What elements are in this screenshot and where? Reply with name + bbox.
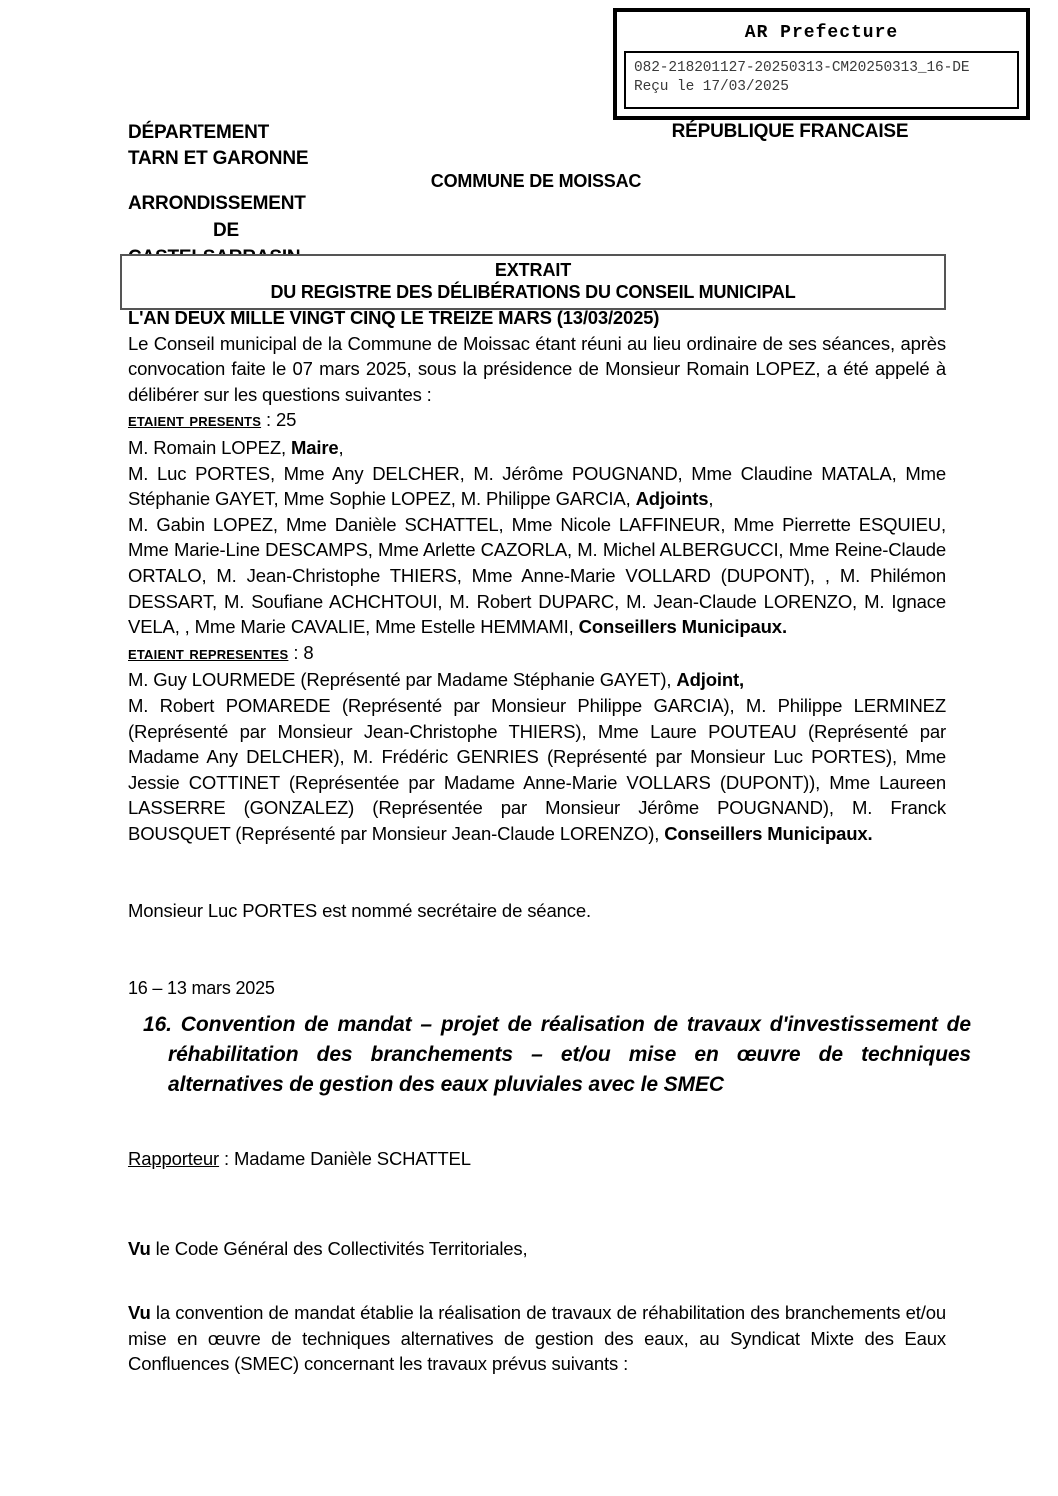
represented-adjoint-role: Adjoint,	[676, 669, 745, 691]
maire-role: Maire	[290, 436, 339, 458]
deliberation-title: 16. Convention de mandat – projet de réalisation de travaux d'investissement de réhabilitation des branchements – et/ou mise en œuvre de techniques alternatives de gestion des eaux pluviales avec le SMEC	[143, 1013, 971, 1096]
represented-heading	[128, 640, 946, 668]
represented-label: etaient representes	[128, 641, 289, 663]
document-body	[128, 305, 946, 924]
secretary-line: Monsieur Luc PORTES est nommé secrétaire de séance.	[128, 900, 591, 922]
commune-heading: COMMUNE DE MOISSAC	[430, 171, 642, 191]
adjoints-suffix: ,	[708, 488, 714, 510]
stamp-details-box	[624, 51, 1019, 109]
maire-name: M. Romain LOPEZ,	[128, 436, 291, 458]
preamble-paragraph: Le Conseil municipal de la Commune de Moissac étant réuni au lieu ordinaire de ses séances, après convocation faite le 07 mars 2025, sous la présidence de Monsieur Romain LOPEZ, a été appelé à délibérer sur les questions suivantes :	[128, 332, 946, 405]
consideration-2-keyword: Vu	[128, 1302, 151, 1323]
session-date-headline: L'AN DEUX MILLE VINGT CINQ LE TREIZE MARS (13/03/2025)	[128, 307, 660, 328]
represented-adjoint-line	[128, 667, 946, 693]
department-label: DÉPARTEMENT	[128, 122, 270, 143]
consideration-1	[128, 1236, 946, 1262]
stamp-received-date: Reçu le 17/03/2025	[634, 79, 789, 95]
conseillers-present-line	[128, 512, 946, 640]
body-spacer	[128, 846, 946, 898]
adjoints-names: M. Luc PORTES, Mme Any DELCHER, M. Jérôme POUGNAND, Mme Claudine MATALA, Mme Stéphanie GAYET, Mme Sophie LOPEZ, M. Philippe GARCIA,	[128, 462, 946, 510]
arrondissement-label: ARRONDISSEMENT	[128, 193, 306, 214]
republic-heading: RÉPUBLIQUE FRANCAISE	[671, 121, 909, 142]
adjoints-line	[128, 461, 946, 512]
arrondissement-de: DE	[213, 220, 239, 241]
consideration-2-text: la convention de mandat établie la réalisation de travaux de réhabilitation des branchements et/ou mise en œuvre de techniques alternatives de gestion des eaux, au Syndicat Mixte des Eaux Confluences (SMEC) concernant les travaux prévus suivants :	[128, 1302, 946, 1375]
represented-conseillers-suffix: .	[867, 822, 873, 844]
consideration-1-keyword: Vu	[128, 1238, 151, 1259]
conseillers-present-suffix: .	[781, 616, 787, 638]
represented-conseillers-role: Conseillers Municipaux	[664, 822, 868, 844]
represented-separator: :	[288, 641, 304, 663]
rapporteur-line	[128, 1148, 471, 1170]
represented-adjoint-name: M. Guy LOURMEDE (Représenté par Madame Stéphanie GAYET),	[128, 669, 677, 691]
presents-label: etaient presents	[128, 409, 262, 431]
adjoints-role: Adjoints	[635, 488, 709, 510]
conseillers-present-names: M. Gabin LOPEZ, Mme Danièle SCHATTEL, Mme Nicole LAFFINEUR, Mme Pierrette ESQUIEU, Mme Marie-Line DESCAMPS, Mme Arlette CAZORLA, M. Michel ALBERGUCCI, Mme Reine-Claude ORTALO, M. Jean-Christophe THIERS, Mme Anne-Marie VOLLARD (DUPONT), , M. Philémon DESSART, M. Soufiane ACHCHTOUI, M. Robert DUPARC, M. Jean-Claude LORENZO, M. Ignace VELA, , Mme Marie CAVALIE, Mme Estelle HEMMAMI,	[128, 513, 946, 638]
consideration-1-text: le Code Général des Collectivités Territoriales,	[150, 1238, 528, 1259]
rapporteur-label: Rapporteur	[128, 1148, 220, 1169]
department-block	[128, 120, 308, 172]
represented-count: 8	[303, 641, 314, 663]
ar-prefecture-stamp	[613, 8, 1030, 120]
extrait-title-box	[120, 254, 946, 310]
maire-suffix: ,	[338, 436, 344, 458]
rapporteur-value: : Madame Danièle SCHATTEL	[219, 1148, 471, 1169]
presents-separator: :	[261, 409, 277, 431]
extrait-line-1: EXTRAIT	[494, 260, 572, 280]
department-name: TARN ET GARONNE	[128, 148, 309, 169]
extrait-line-2: DU REGISTRE DES DÉLIBÉRATIONS DU CONSEIL MUNICIPAL	[270, 282, 796, 302]
stamp-title: AR Prefecture	[744, 23, 899, 43]
represented-conseillers-names: M. Robert POMAREDE (Représenté par Monsieur Philippe GARCIA), M. Philippe LERMINEZ (Représenté par Monsieur Jean-Christophe THIERS), Mme Laure POUTEAU (Représenté par Madame Any DELCHER), M. Frédéric GENRIES (Représenté par Monsieur Luc PORTES), Mme Jessie COTTINET (Représentée par Madame Anne-Marie VOLLARS (DUPONT)), Mme Laureen LASSERRE (GONZALEZ) (Représentée par Monsieur Jérôme POUGNAND), M. Franck BOUSQUET (Représenté par Monsieur Jean-Claude LORENZO),	[128, 694, 946, 844]
consideration-2	[128, 1300, 946, 1377]
maire-line	[128, 435, 946, 461]
conseillers-present-role: Conseillers Municipaux	[578, 616, 782, 638]
deliberation-date-line: 16 – 13 mars 2025	[128, 978, 275, 998]
stamp-reference: 082-218201127-20250313-CM20250313_16-DE	[634, 60, 970, 76]
represented-conseillers-line	[128, 693, 946, 847]
presents-count: 25	[276, 409, 297, 431]
presents-heading	[128, 407, 946, 435]
